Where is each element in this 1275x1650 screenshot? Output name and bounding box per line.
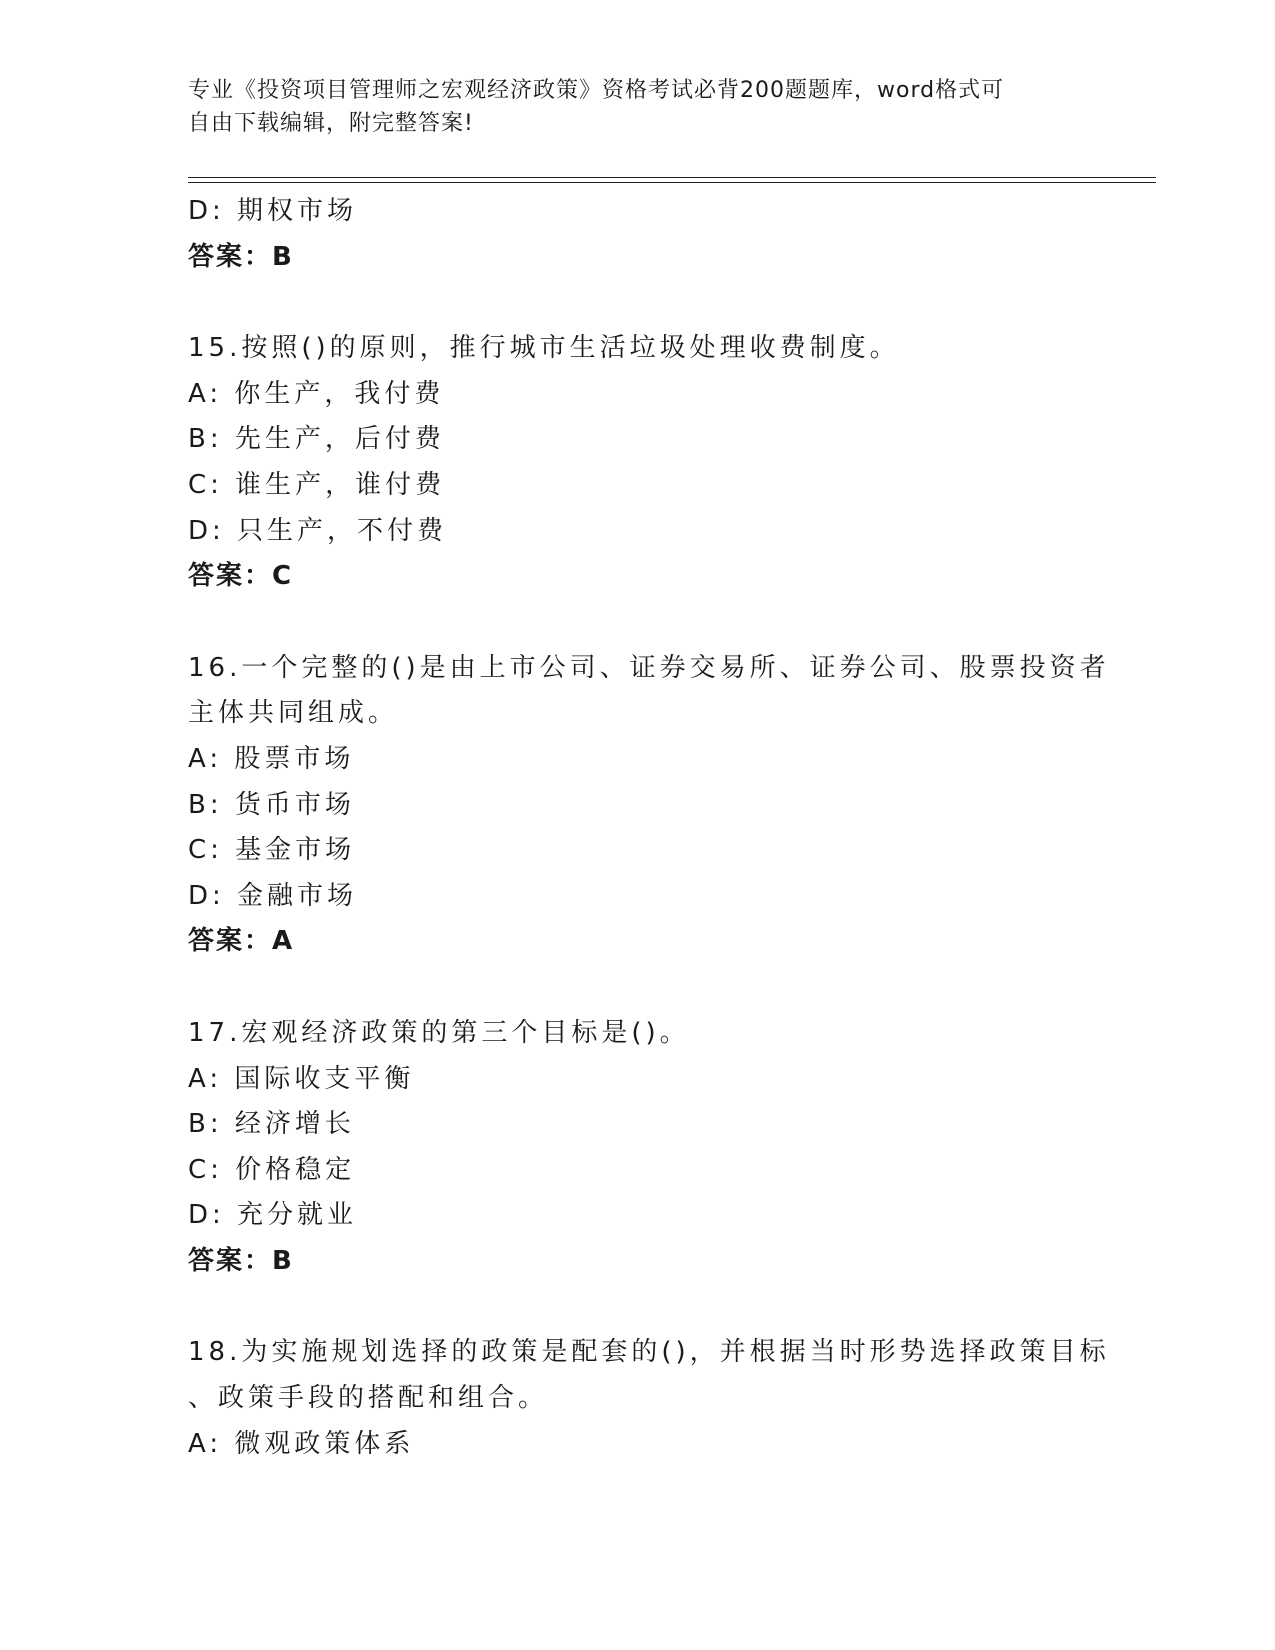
answer: 答案：B (188, 1245, 294, 1276)
header-line-1: 专业《投资项目管理师之宏观经济政策》资格考试必背200题题库，word格式可 (188, 78, 1005, 103)
option-d: D: 只生产，不付费 (188, 515, 448, 546)
question-18 (188, 1330, 1110, 1467)
answer: 答案：A (188, 926, 295, 957)
option-a: A: 股票市场 (188, 743, 355, 774)
option-d: D: 充分就业 (188, 1200, 358, 1231)
question-stem-line-2: 主体共同组成。 (188, 698, 399, 729)
question-stem-line-2: 、政策手段的搭配和组合。 (188, 1383, 549, 1414)
option-b: B: 先生产，后付费 (188, 424, 445, 455)
option-a: A: 国际收支平衡 (188, 1063, 415, 1094)
answer: 答案：C (188, 561, 294, 592)
prev-option-d: D: 期权市场 (188, 196, 358, 226)
header-line-2: 自由下载编辑，附完整答案! (188, 111, 474, 136)
question-stem: 15.按照()的原则，推行城市生活垃圾处理收费制度。 (188, 333, 900, 364)
option-d: D: 金融市场 (188, 880, 358, 911)
prev-answer: 答案：B (188, 241, 294, 272)
header-divider (188, 177, 1156, 183)
option-a: A: 你生产，我付费 (188, 378, 445, 409)
question-stem-line-1: 16.一个完整的()是由上市公司、证券交易所、证券公司、股票投资者 (188, 652, 1110, 683)
option-c: C: 基金市场 (188, 835, 356, 866)
option-c: C: 价格稳定 (188, 1154, 356, 1185)
page-header (188, 74, 1088, 140)
option-a: A: 微观政策体系 (188, 1428, 415, 1459)
option-c: C: 谁生产，谁付费 (188, 469, 446, 500)
question-stem-line-1: 18.为实施规划选择的政策是配套的()，并根据当时形势选择政策目标 (188, 1337, 1110, 1368)
option-b: B: 经济增长 (188, 1109, 355, 1140)
question-17 (188, 1011, 1088, 1285)
question-stem: 17.宏观经济政策的第三个目标是()。 (188, 1017, 690, 1048)
question-16 (188, 646, 1110, 965)
question-15 (188, 326, 1088, 600)
document-body (188, 189, 1110, 1467)
option-b: B: 货币市场 (188, 789, 355, 820)
